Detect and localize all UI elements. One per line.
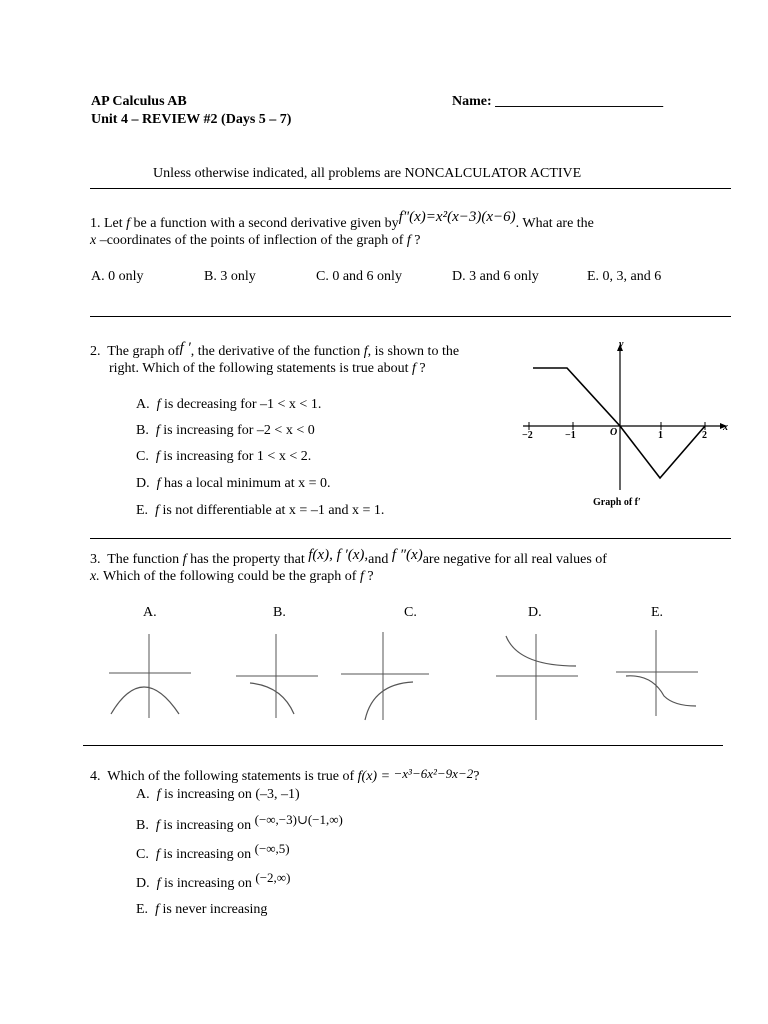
question-1-line-2: x –coordinates of the points of inflection of the graph of f ?: [90, 233, 421, 248]
question-1: 1. Let f be a function with a second derivative given byf"(x)=x²(x−3)(x−6). What are the: [90, 209, 594, 231]
divider: [90, 538, 731, 539]
graph-option-d: [492, 628, 582, 723]
question-number: 2.: [90, 344, 101, 359]
choice-2d: D. f has a local minimum at x = 0.: [136, 476, 331, 491]
origin-label: O: [610, 427, 618, 438]
choice-1c: C. 0 and 6 only: [316, 269, 402, 284]
function-formula: −x³−6x²−9x−2: [393, 766, 474, 781]
graph-label-c: C.: [404, 605, 417, 620]
graph-option-e: [612, 628, 702, 723]
tick-label: −2: [522, 430, 533, 441]
choice-2b: B. f is increasing for –2 < x < 0: [136, 423, 315, 438]
choice-4b: B. f is increasing on (−∞,−3)∪(−1,∞): [136, 812, 343, 833]
derivative-curve: [533, 368, 705, 478]
graph-label-b: B.: [273, 605, 286, 620]
instruction-text: Unless otherwise indicated, all problems are NONCALCULATOR ACTIVE: [153, 166, 582, 181]
graph-option-a: [105, 628, 195, 723]
choice-2a: A. f is decreasing for –1 < x < 1.: [136, 397, 322, 412]
choice-2e: E. f is not differentiable at x = –1 and x = 1.: [136, 503, 385, 518]
question-number: 3.: [90, 552, 101, 567]
choice-1a: A. 0 only: [91, 269, 144, 284]
question-4: 4. Which of the following statements is true of f(x) = −x³−6x²−9x−2?: [90, 766, 480, 784]
choice-4a: A. f is increasing on (–3, –1): [136, 787, 300, 802]
question-2: 2. The graph off ′, the derivative of the function f, is shown to the: [90, 340, 460, 359]
course-title: AP Calculus AB: [91, 94, 187, 109]
graph-option-c: [337, 628, 432, 723]
tick-label: −1: [565, 430, 576, 441]
name-field-label: Name: ________________________: [452, 94, 664, 109]
question-number: 1.: [90, 216, 101, 231]
choice-1e: E. 0, 3, and 6: [587, 269, 662, 284]
graph-option-b: [232, 628, 322, 723]
choice-1d: D. 3 and 6 only: [452, 269, 539, 284]
y-axis-label: y: [619, 339, 624, 350]
choice-2c: C. f is increasing for 1 < x < 2.: [136, 449, 312, 464]
unit-title: Unit 4 – REVIEW #2 (Days 5 – 7): [91, 112, 292, 127]
graph-label-a: A.: [143, 605, 157, 620]
choice-1b: B. 3 only: [204, 269, 256, 284]
choice-4c: C. f is increasing on (−∞,5): [136, 841, 290, 862]
tick-label: 1: [658, 430, 663, 441]
second-derivative-formula: f"(x)=x²(x−3)(x−6): [398, 209, 516, 225]
graph-label-d: D.: [528, 605, 542, 620]
question-3: 3. The function f has the property that f(x), f ′(x),and f ″(x)are negative for all real values of: [90, 547, 607, 567]
divider: [90, 188, 731, 189]
choice-4e: E. f is never increasing: [136, 902, 268, 917]
derivative-graph: [515, 338, 735, 518]
x-axis-label: x: [723, 422, 728, 433]
tick-label: 2: [702, 430, 707, 441]
choice-4d: D. f is increasing on (−2,∞): [136, 870, 291, 891]
graph-caption: Graph of f′: [593, 497, 641, 508]
divider: [83, 745, 723, 746]
graph-label-e: E.: [651, 605, 664, 620]
question-3-line-2: x. Which of the following could be the graph of f ?: [90, 569, 374, 584]
question-2-line-2: right. Which of the following statements is true about f ?: [109, 361, 426, 376]
question-number: 4.: [90, 769, 101, 784]
divider: [90, 316, 731, 317]
